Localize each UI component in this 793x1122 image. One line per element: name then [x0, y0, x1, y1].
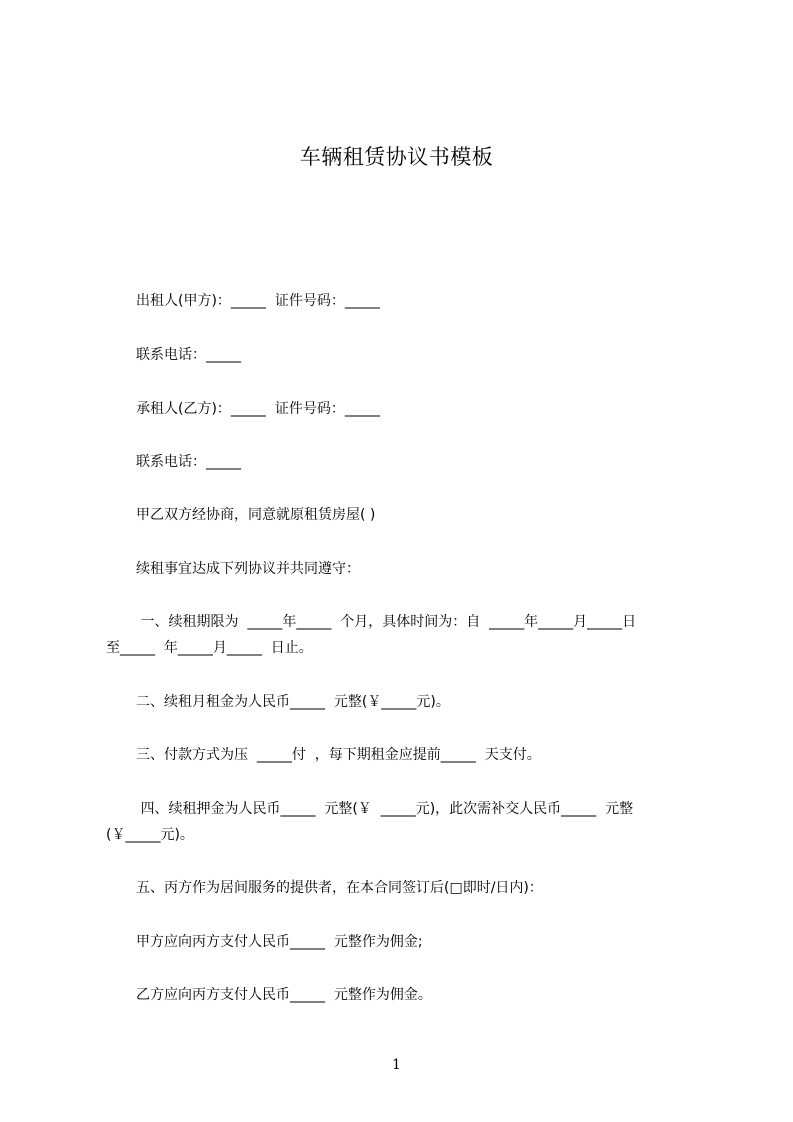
- clause-5-party-a-line: 甲方应向丙方支付人民币_____ 元整作为佣金;: [136, 934, 423, 950]
- clause-3-line: 三、付款方式为压 _____付 ，每下期租金应提前_____ 天支付。: [136, 747, 541, 763]
- lessor-phone-line: 联系电话：_____: [136, 347, 241, 363]
- clause-5-line: 五、丙方作为居间服务的提供者，在本合同签订后(□即时/日内)：: [136, 880, 543, 896]
- lessee-phone-line: 联系电话：_____: [136, 454, 241, 470]
- intro-line-2: 续租事宜达成下列协议并共同遵守：: [136, 561, 360, 577]
- lessor-line: 出租人(甲方)：_____ 证件号码：_____: [136, 293, 380, 309]
- clause-2-line: 二、续租月租金为人民币_____ 元整(￥_____元)。: [136, 694, 450, 710]
- intro-line-1: 甲乙双方经协商，同意就原租赁房屋( ): [136, 507, 376, 523]
- document-title: 车辆租赁协议书模板: [299, 145, 494, 169]
- clause-1-line-2: 至_____ 年_____月_____ 日止。: [106, 640, 313, 656]
- clause-4-line-2: (￥_____元)。: [106, 827, 194, 843]
- lessee-line: 承租人(乙方)：_____ 证件号码：_____: [136, 401, 380, 417]
- page-number: 1: [392, 1057, 401, 1073]
- clause-5-party-b-line: 乙方应向丙方支付人民币_____ 元整作为佣金。: [136, 987, 432, 1003]
- clause-4-line-1: 四、续租押金为人民币_____ 元整(￥ _____元)，此次需补交人民币_____ 元整: [136, 801, 634, 817]
- clause-1-line-1: 一、续租期限为 _____年_____ 个月，具体时间为：自 _____年_____月_____日: [136, 614, 637, 630]
